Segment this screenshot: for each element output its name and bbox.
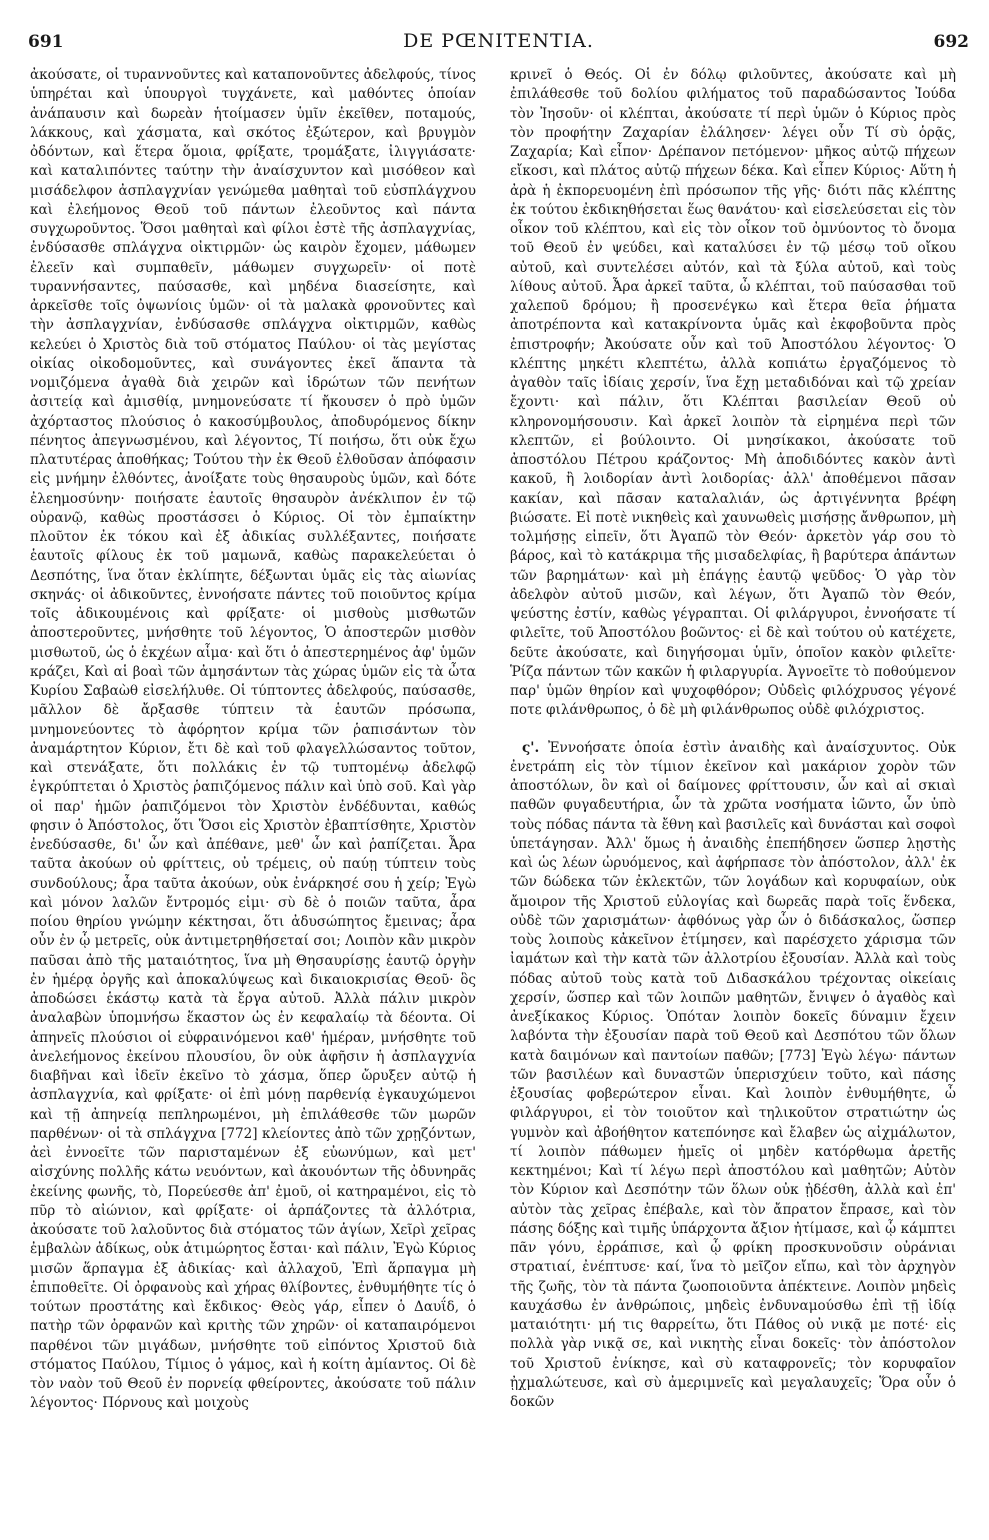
section-paragraph (510, 739, 956, 1413)
right-column-paragraph-2: Ἐννοήσατε ὁποία ἐστὶν ἀναιδὴς καὶ ἀναίσχυντος. Οὐκ ἐνετράπη εἰς τὸν τίμιον ἐκεῖνον καὶ μακάριον χορὸν τῶν ἀποστόλων, ὃν καὶ οἱ δαίμονες φρίττουσιν, ὧν καὶ αἱ σκιαὶ παθῶν φυγαδευτήρια, ὧν τὰ χρῶτα νοσήματα ἰῶντο, ὧν ὑπὸ τοὺς πόδας πάντα τὰ ἔθνη καὶ βασιλεῖς καὶ δυνάσται καὶ σοφοὶ ὑπετάγησαν. Ἀλλ' ὅμως ἡ ἀναιδὴς ἐπεπήδησεν ὥσπερ λῃστὴς καὶ ὡς λέων ὠρυόμενος, καὶ ἀφήρπασε τὸν ἀπόστολον, ἀλλ' ἐκ τῶν δώδεκα τῶν ἐκλεκτῶν, τῶν λογάδων καὶ κορυφαίων, οὐκ ἄμοιρον τῆς Χριστοῦ εὐλογίας καὶ δωρεᾶς παρὰ τοῖς ἕνδεκα, οὐδὲ τῶν χαρισμάτων· ἀφθόνως γὰρ ὧν ὁ διδάσκαλος, ὥσπερ τοὺς λοιποὺς κἀκεῖνον ἐτίμησεν, καὶ παρέσχετο χάρισμα τῶν ἰαμάτων καὶ τὴν κατὰ τῶν ἀλλοτρίου ἐξουσίαν. Ἀλλὰ καὶ τοὺς πόδας αὐτοῦ τοὺς κατὰ τοῦ Διδασκάλου τρέχοντας οἰκείαις χερσίν, ὥσπερ καὶ τῶν λοιπῶν μαθητῶν, ἔνιψεν ὁ ἀγαθὸς καὶ ἀνεξίκακος Κύριος. Ὁπόταν λοιπὸν δοκεῖς δύναμιν ἔχειν λαβόντα τὴν ἐξουσίαν παρὰ τοῦ Θεοῦ καὶ Δεσπότου τῶν ὅλων κατὰ δαιμόνων καὶ παντοίων παθῶν; [773] Ἐγὼ λέγω· πάντων τῶν βασιλέων καὶ δυναστῶν ὑπερισχύειν τοῦτο, καὶ πάσης ἐξουσίας φοβερώτερον εἶναι. Καὶ λοιπὸν ἐνθυμήθητε, ὦ φιλάργυροι, εἰ τὸν τοιοῦτον καὶ τηλικοῦτον στρατιώτην ὡς γυμνὸν καὶ ἀβοήθητον κατεπόνησε καὶ ἔλαβεν ὡς αἰχμάλωτον, τί λοιπὸν πάθωμεν ἡμεῖς οἱ μηδὲν κατόρθωμα ἀρετῆς κεκτημένοι; Καὶ τί λέγω περὶ ἀποστόλου καὶ μαθητῶν; Αὐτὸν τὸν Κύριον καὶ Δεσπότην τῶν ὅλων οὐκ ᾐδέσθη, ἀλλὰ καὶ ἐπ' αὐτὸν τὰς χεῖρας ἐπέβαλε, καὶ τὸν ἄπρατον ἔπρασε, καὶ τὸν πάσης δόξης καὶ τιμῆς ὑπάρχοντα ἄξιον ἠτίμασε, καὶ ᾧ κάμπτει πᾶν γόνυ, ἐρράπισε, καὶ ᾧ φρίκη προσκυνοῦσιν οὐράνιαι στρατιαί, ἐνέπτυσε· καί, ἵνα τὸ μεῖζον εἴπω, καὶ τὸν ἀρχηγὸν τῆς ζωῆς, τὸν τὰ πάντα ζωοποιοῦντα ἀπέκτεινε. Λοιπὸν μηδεὶς καυχάσθω ἐν ἀνθρώποις, μηδεὶς ἐνδυναμούσθω ἐπὶ τῇ ἰδίᾳ ματαιότητι· μή τις θαρρείτω, ὅτι Πάθος οὐ νικᾷ με ποτέ· εἰς πολλὰ γὰρ νικᾷ σε, καὶ νικητὴς εἶναι δοκεῖς· τὸν ἀπόστολον τοῦ Χριστοῦ ἐνίκησε, καὶ σὺ καταφρονεῖς; τὸν κορυφαῖον ᾐχμαλώτευσε, καὶ σὺ ἀμεριμνεῖς καὶ μεγαλαυχεῖς; Ὅρα οὖν ὁ δοκῶν (510, 739, 956, 1410)
page-header (28, 30, 969, 56)
left-page-number: 691 (28, 32, 64, 52)
right-page-number: 692 (933, 32, 969, 52)
section-number: ς'. (522, 739, 540, 756)
right-column-paragraph-1: κρινεῖ ὁ Θεός. Οἱ ἐν δόλῳ φιλοῦντες, ἀκούσατε καὶ μὴ ἐπιλάθεσθε τοῦ δολίου φιλήματος τοῦ παραδώσαντος Ἰούδα τὸν Ἰησοῦν· οἱ κλέπται, ἀκούσατε τί περὶ ὑμῶν ὁ Κύριος πρὸς τὸν προφήτην Ζαχαρίαν ἐλάλησεν· λέγει οὖν Τί σὺ ὁρᾷς, Ζαχαρία; Καὶ εἶπον· Δρέπανον πετόμενον· μῆκος αὐτῷ πήχεων εἴκοσι, καὶ πλάτος αὐτῷ πήχεων δέκα. Καὶ εἶπεν Κύριος· Αὕτη ἡ ἀρὰ ἡ ἐκπορευομένη ἐπὶ πρόσωπον τῆς γῆς· διότι πᾶς κλέπτης ἐκ τούτου ἐκδικηθήσεται ἕως θανάτου· καὶ εἰσελεύσεται εἰς τὸν οἶκον τοῦ κλέπτου, καὶ εἰς τὸν οἶκον τοῦ ὀμνύοντος τὸ ὄνομα τοῦ Θεοῦ ἐν ψεύδει, καὶ καταλύσει ἐν τῷ μέσῳ τοῦ οἴκου αὐτοῦ, καὶ συντελέσει αὐτόν, καὶ τὰ ξύλα αὐτοῦ, καὶ τοὺς λίθους αὐτοῦ. Ἆρα ἀρκεῖ ταῦτα, ὦ κλέπται, τοῦ παύσασθαι τοῦ χαλεποῦ δρόμου; ἢ προσενέγκω καὶ ἕτερα θεῖα ῥήματα ἀποτρέποντα καὶ κατακρίνοντα ὑμᾶς καὶ ἐκφοβοῦντα πρὸς ἐπιστροφήν; Ἀκούσατε οὖν καὶ τοῦ Ἀποστόλου λέγοντος· Ὁ κλέπτης μηκέτι κλεπτέτω, ἀλλὰ κοπιάτω ἐργαζόμενος τὸ ἀγαθὸν ταῖς ἰδίαις χερσίν, ἵνα ἔχῃ μεταδιδόναι καὶ τῷ χρείαν ἔχοντι· καὶ πάλιν, ὅτι Κλέπται βασιλείαν Θεοῦ οὐ κληρονομήσουσιν. Καὶ ἀρκεῖ λοιπὸν τὰ εἰρημένα περὶ τῶν κλεπτῶν, εἰ βούλοιντο. Οἱ μνησίκακοι, ἀκούσατε τοῦ ἀποστόλου Πέτρου κράζοντος· Μὴ ἀποδιδόντες κακὸν ἀντὶ κακοῦ, ἢ λοιδορίαν ἀντὶ λοιδορίας· ἀλλ' ἀποθέμενοι πᾶσαν κακίαν, καὶ πᾶσαν καταλαλιάν, ὡς ἀρτιγέννητα βρέφη βιώσατε. Εἰ ποτὲ νικηθεὶς καὶ χαυνωθεὶς μισήσῃς ἄνθρωπον, μὴ τολμήσῃς εἰπεῖν, ὅτι Ἀγαπῶ τὸν Θεόν· ἀρκετὸν γάρ σου τὸ βάρος, καὶ τὸ κατάκριμα τῆς μισαδελφίας, ἢ βαρύτερα ἁπάντων τῶν βαρημάτων· καὶ μὴ ἐπάγῃς ἑαυτῷ ψεῦδος· Ὁ γὰρ τὸν ἀδελφὸν αὐτοῦ μισῶν, καὶ λέγων, ὅτι Ἀγαπῶ τὸν Θεόν, ψεύστης ἐστίν, καθὼς γέγραπται. Οἱ φιλάργυροι, ἐννοήσατε τί φιλεῖτε, τοῦ Ἀποστόλου βοῶντος· εἰ δὲ καὶ τούτου οὐ κατέχετε, δεῦτε ἀκούσατε, καὶ διηγήσομαι ὑμῖν, ὁποῖον κακὸν φιλεῖτε· Ῥίζα πάντων τῶν κακῶν ἡ φιλαργυρία. Ἀγνοεῖτε τὸ ποθούμενον παρ' ὑμῶν θηρίον καὶ ψυχοφθόρον; Οὐδεὶς φιλόχρυσος γέγονέ ποτε φιλάνθρωπος, ὁ δὲ μὴ φιλάνθρωπος οὐδὲ φιλόχριστος. (510, 67, 956, 719)
left-column (30, 66, 476, 1528)
running-title: DE PŒNITENTIA. (403, 30, 594, 52)
right-column (510, 66, 956, 1528)
left-column-text: ἀκούσατε, οἱ τυραννοῦντες καὶ καταπονοῦντες ἀδελφούς, τίνος ὑπηρέται καὶ ὑπουργοὶ τυγχάνετε, καὶ μαθόντες ὁποίαν ἀνάπαυσιν καὶ δωρεὰν ἡτοίμασεν ὑμῖν ἐκεῖθεν, ποταμούς, λάκκους, καὶ χάσματα, καὶ σκότος ἐξώτερον, καὶ βρυγμὸν ὀδόντων, καὶ ἕτερα ὅμοια, φρίξατε, τρομάξατε, ἰλιγγιάσατε· καὶ καταλιπόντες ταύτην τὴν ἀναίσχυντον καὶ μισόθεον καὶ μισάδελφον ἀσπλαγχνίαν γενώμεθα μαθηταὶ τοῦ εὐσπλάγχνου καὶ ἐλεήμονος Θεοῦ τοῦ πάντων ἐλεοῦντος καὶ πάντα συγχωροῦντος. Ὅσοι μαθηταὶ καὶ φίλοι ἐστὲ τῆς ἀσπλαγχνίας, ἐνδύσασθε σπλάγχνα οἰκτιρμῶν· ὡς καιρὸν ἔχομεν, μάθωμεν ἐλεεῖν καὶ συμπαθεῖν, μάθωμεν συγχωρεῖν· οἱ ποτὲ τυραννήσαντες, παύσασθε, καὶ μηδένα διασείσητε, καὶ ἀρκεῖσθε τοῖς ὀψωνίοις ὑμῶν· οἱ τὰ μαλακὰ φρονοῦντες καὶ τὴν ἀσπλαγχνίαν, ἐνδύσασθε σπλάγχνα οἰκτιρμῶν, καθὼς κελεύει ὁ Χριστὸς διὰ τοῦ στόματος Παύλου· οἱ τὰς μεγίστας οἰκίας οἰκοδομοῦντες, καὶ συνάγοντες ἐκεῖ ἅπαντα τὰ νομιζόμενα ἀγαθὰ διὰ χειρῶν καὶ ἱδρώτων τῶν πενήτων ἀσιτείᾳ καὶ ἀμισθίᾳ, μνημονεύσατε τί ἤκουσεν ὁ πρὸ ὑμῶν ἀχόρταστος πλούσιος ὁ κακοσύμβουλος, ἀποδυρόμενος δίκην πένητος ἀπεγνωσμένου, καὶ λέγοντος, Τί ποιήσω, ὅτι οὐκ ἔχω πλατυτέρας ἀποθήκας; Τούτου τὴν ἐκ Θεοῦ ἐλθοῦσαν ἀπόφασιν εἰς μνήμην ἐλθόντες, ἀνοίξατε τοὺς θησαυροὺς ὑμῶν, καὶ δότε ἐλεημοσύνην· ποιήσατε ἑαυτοῖς θησαυρὸν ἀνέκλιπον ἐν τῷ οὐρανῷ, καθὼς προστάσσει ὁ Κύριος. Οἱ τὸν ἐμπαίκτην πλοῦτον ἐκ τόκου καὶ ἐξ ἀδικίας συλλέξαντες, ποιήσατε ἑαυτοῖς φίλους ἐκ τοῦ μαμωνᾶ, καθὼς παρακελεύεται ὁ Δεσπότης, ἵνα ὅταν ἐκλίπητε, δέξωνται ὑμᾶς εἰς τὰς αἰωνίας σκηνάς· οἱ ἀδικοῦντες, ἐννοήσατε πάντες τοῦ ποιοῦντος κρίμα τοῖς ἀδικουμένοις καὶ φρίξατε· οἱ μισθοὺς μισθωτῶν ἀποστεροῦντες, μνήσθητε τοῦ λέγοντος, Ὁ ἀποστερῶν μισθὸν μισθωτοῦ, ὡς ὁ ἐκχέων αἷμα· καὶ ὅτι ὁ ἀπεστερημένος ἀφ' ὑμῶν κράζει, Καὶ αἱ βοαὶ τῶν ἀμησάντων τὰς χώρας ὑμῶν εἰς τὰ ὦτα Κυρίου Σαβαὼθ εἰσελήλυθε. Οἱ τύπτοντες ἀδελφούς, παύσασθε, μᾶλλον δὲ ἄρξασθε τύπτειν τὰ ἑαυτῶν πρόσωπα, μνημονεύοντες τὸ ἀφόρητον κρίμα τῶν ῥαπισάντων τὸν ἀναμάρτητον Κύριον, ἔτι δὲ καὶ τοῦ φλαγελλώσαντος τοῦτον, καὶ στενάξατε, ὅτι πολλάκις ἐν τῷ τυπτομένῳ ἀδελφῷ ἐγκρύπτεται ὁ Χριστὸς ῥαπιζόμενος πάλιν καὶ ὑπὸ σοῦ. Καὶ γὰρ οἱ παρ' ἡμῶν ῥαπιζόμενοι τὸν Χριστὸν ἐνδέδυνται, καθώς φησιν ὁ Ἀπόστολος, ὅτι Ὅσοι εἰς Χριστὸν ἐβαπτίσθητε, Χριστὸν ἐνεδύσασθε, δι' ὧν καὶ ἀπέθανε, μεθ' ὧν καὶ ῥαπίζεται. Ἆρα ταῦτα ἀκούων οὐ φρίττεις, οὐ τρέμεις, οὐ παύῃ τύπτειν τοὺς συνδούλους; ἆρα ταῦτα ἀκούων, οὐκ ἐνάρκησέ σου ἡ χείρ; Ἐγὼ καὶ μόνον λαλῶν ἔντρομός εἰμι· σὺ δὲ ὁ ποιῶν ταῦτα, ἆρα ποίου θηρίου γνώμην κέκτησαι, ὅτι ἀδυσώπητος ἔμεινας; ἆρα οὖν ἐν ᾧ μετρεῖς, οὐκ ἀντιμετρηθήσεταί σοι; Λοιπὸν κἂν μικρὸν παῦσαι ἀπὸ τῆς ματαιότητος, ἵνα μὴ Θησαυρίσῃς ἑαυτῷ ὀργὴν ἐν ἡμέρᾳ ὀργῆς καὶ ἀποκαλύψεως καὶ δικαιοκρισίας Θεοῦ· ὃς ἀποδώσει ἑκάστῳ κατὰ τὰ ἔργα αὐτοῦ. Ἀλλὰ πάλιν μικρὸν ἀναλαβὼν ὑπομνήσω ἕκαστον ὡς ἐν κεφαλαίῳ τὰ δέοντα. Οἱ ἀπηνεῖς πλούσιοι οἱ εὐφραινόμενοι καθ' ἡμέραν, μνήσθητε τοῦ ἀνελεήμονος ἐκείνου πλουσίου, ὃν οὐκ ἀφῆσιν ἡ ἀσπλαγχνία διαβῆναι καὶ ἰδεῖν ἐκεῖνο τὸ χάσμα, ὅπερ ὤρυξεν αὐτῷ ἡ ἀσπλαγχνία, καὶ φρίξατε· οἱ ἐπὶ μόνῃ παρθενίᾳ ἐγκαυχώμενοι καὶ τῇ ἀπηνείᾳ πεπληρωμένοι, μὴ ἐπιλάθεσθε τῶν μωρῶν παρθένων· οἱ τὰ σπλάγχνα [772] κλείοντες ἀπὸ τῶν χρῃζόντων, ἀεὶ ἐννοεῖτε τῶν παρισταμένων ἐξ εὐωνύμων, καὶ μετ' αἰσχύνης πολλῆς κάτω νευόντων, καὶ ἀκουόντων τῆς ὀδυνηρᾶς ἐκείνης φωνῆς, τὸ, Πορεύεσθε ἀπ' ἐμοῦ, οἱ κατηραμένοι, εἰς τὸ πῦρ τὸ αἰώνιον, καὶ φρίξατε· οἱ ἁρπάζοντες τὰ ἀλλότρια, ἀκούσατε τοῦ λαλοῦντος διὰ στόματος τῶν ἁγίων, Χεῖρὶ χεῖρας ἐμβαλὼν ἀδίκως, οὐκ ἀτιμώρητος ἔσται· καὶ πάλιν, Ἐγὼ Κύριος μισῶν ἅρπαγμα ἐξ ἀδικίας· καὶ ἀλλαχοῦ, Ἐπὶ ἅρπαγμα μὴ ἐπιποθεῖτε. Οἱ ὀρφανοὺς καὶ χήρας θλίβοντες, ἐνθυμήθητε τίς ὁ τούτων προστάτης καὶ ἔκδικος· Θεὸς γάρ, εἶπεν ὁ Δαυΐδ, ὁ πατὴρ τῶν ὀρφανῶν καὶ κριτὴς τῶν χηρῶν· οἱ καταπαιρόμενοι παρθένοι τῶν μιγάδων, μνήσθητε τοῦ εἰπόντος Χριστοῦ διὰ στόματος Παύλου, Τίμιος ὁ γάμος, καὶ ἡ κοίτη ἀμίαντος. Οἱ δὲ τὸν ναὸν τοῦ Θεοῦ ἐν πορνείᾳ φθείροντες, ἀκούσατε τοῦ πάλιν λέγοντος· Πόρνους καὶ μοιχοὺς (30, 67, 476, 1412)
